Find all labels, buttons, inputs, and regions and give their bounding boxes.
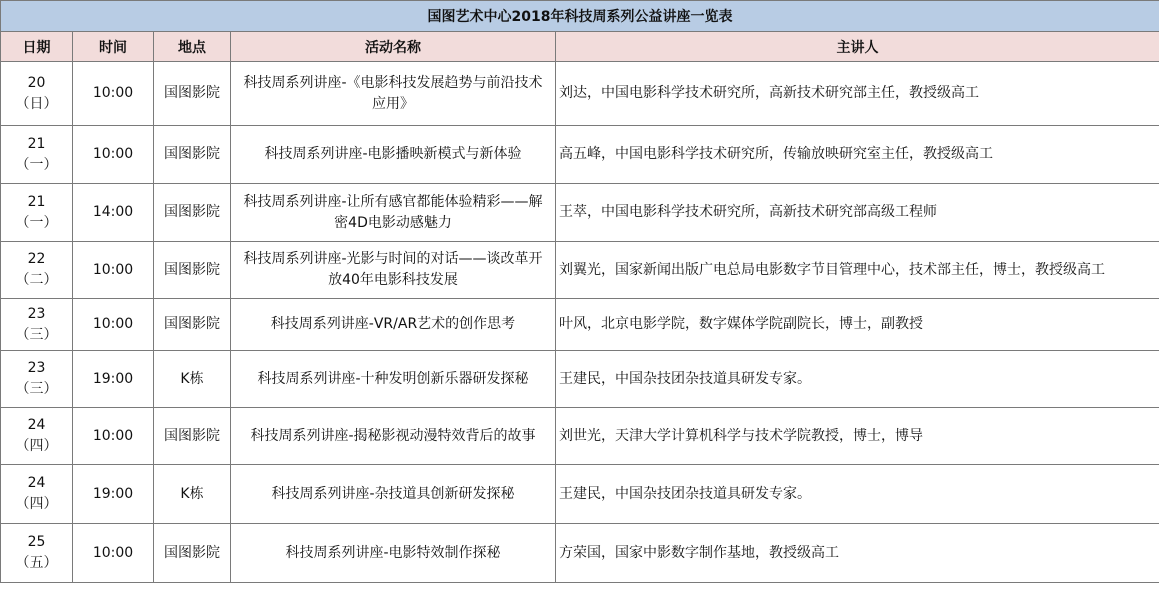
title-row — [1, 1, 1159, 32]
cell-time: 14:00 — [73, 184, 154, 242]
cell-time: 19:00 — [73, 465, 154, 524]
date-day: 21 — [27, 135, 46, 152]
cell-speaker: 高五峰，中国电影科学技术研究所，传输放映研究室主任，教授级高工 — [556, 126, 1159, 184]
header-date: 日期 — [1, 32, 73, 62]
header-row — [1, 32, 1159, 62]
cell-activity-name: 科技周系列讲座-VR/AR艺术的创作思考 — [231, 299, 556, 351]
cell-time: 19:00 — [73, 351, 154, 408]
date-weekday: （四） — [15, 438, 58, 454]
date-day: 23 — [27, 305, 46, 322]
cell-speaker: 叶风，北京电影学院，数字媒体学院副院长，博士，副教授 — [556, 299, 1159, 351]
cell-place: 国图影院 — [154, 242, 231, 299]
date-day: 23 — [27, 360, 46, 376]
cell-activity-name: 科技周系列讲座-《电影科技发展趋势与前沿技术应用》 — [231, 62, 556, 126]
date-day: 25 — [27, 534, 46, 550]
header-place: 地点 — [154, 32, 231, 62]
cell-date — [1, 126, 73, 184]
cell-place: 国图影院 — [154, 184, 231, 242]
cell-place: K栋 — [154, 465, 231, 524]
cell-date — [1, 465, 73, 524]
cell-time: 10:00 — [73, 524, 154, 583]
header-time: 时间 — [73, 32, 154, 62]
cell-time: 10:00 — [73, 408, 154, 465]
date-day: 21 — [27, 193, 46, 210]
cell-speaker: 刘达，中国电影科学技术研究所，高新技术研究部主任，教授级高工 — [556, 62, 1159, 126]
cell-speaker: 刘世光，天津大学计算机科学与技术学院教授，博士，博导 — [556, 408, 1159, 465]
cell-time: 10:00 — [73, 242, 154, 299]
cell-activity-name: 科技周系列讲座-十种发明创新乐器研发探秘 — [231, 351, 556, 408]
cell-time: 10:00 — [73, 126, 154, 184]
date-day: 22 — [27, 251, 46, 267]
cell-date — [1, 242, 73, 299]
cell-speaker: 刘翼光，国家新闻出版广电总局电影数字节目管理中心，技术部主任，博士，教授级高工 — [556, 242, 1159, 299]
cell-speaker: 王建民，中国杂技团杂技道具研发专家。 — [556, 351, 1159, 408]
header-activity-name: 活动名称 — [231, 32, 556, 62]
cell-time: 10:00 — [73, 299, 154, 351]
cell-place: 国图影院 — [154, 126, 231, 184]
table-row — [1, 524, 1159, 583]
cell-date — [1, 351, 73, 408]
cell-date — [1, 184, 73, 242]
cell-activity-name: 科技周系列讲座-电影播映新模式与新体验 — [231, 126, 556, 184]
cell-place: 国图影院 — [154, 408, 231, 465]
table-row — [1, 299, 1159, 351]
table-row — [1, 242, 1159, 299]
date-weekday: （日） — [15, 95, 58, 112]
header-speaker: 主讲人 — [556, 32, 1159, 62]
cell-time: 10:00 — [73, 62, 154, 126]
cell-place: 国图影院 — [154, 299, 231, 351]
table-row — [1, 184, 1159, 242]
table-row — [1, 408, 1159, 465]
cell-activity-name: 科技周系列讲座-杂技道具创新研发探秘 — [231, 465, 556, 524]
date-weekday: （一） — [15, 156, 58, 173]
cell-date — [1, 62, 73, 126]
date-day: 24 — [27, 475, 46, 491]
cell-activity-name: 科技周系列讲座-光影与时间的对话——谈改革开放40年电影科技发展 — [231, 242, 556, 299]
table-row — [1, 62, 1159, 126]
cell-activity-name: 科技周系列讲座-让所有感官都能体验精彩——解密4D电影动感魅力 — [231, 184, 556, 242]
date-weekday: （三） — [15, 326, 58, 343]
cell-speaker: 王建民，中国杂技团杂技道具研发专家。 — [556, 465, 1159, 524]
table-row — [1, 126, 1159, 184]
cell-place: 国图影院 — [154, 524, 231, 583]
date-day: 24 — [27, 417, 46, 433]
date-weekday: （三） — [15, 381, 58, 397]
cell-place: 国图影院 — [154, 62, 231, 126]
date-day: 20 — [27, 74, 46, 91]
date-weekday: （五） — [15, 555, 58, 571]
date-weekday: （一） — [15, 214, 58, 231]
cell-activity-name: 科技周系列讲座-揭秘影视动漫特效背后的故事 — [231, 408, 556, 465]
cell-date — [1, 299, 73, 351]
cell-date — [1, 408, 73, 465]
table-row — [1, 465, 1159, 524]
cell-activity-name: 科技周系列讲座-电影特效制作探秘 — [231, 524, 556, 583]
cell-speaker: 方荣国，国家中影数字制作基地，教授级高工 — [556, 524, 1159, 583]
cell-date — [1, 524, 73, 583]
cell-speaker: 王萃，中国电影科学技术研究所，高新技术研究部高级工程师 — [556, 184, 1159, 242]
date-weekday: （二） — [15, 272, 58, 288]
table-row — [1, 351, 1159, 408]
table-title: 国图艺术中心2018年科技周系列公益讲座一览表 — [1, 1, 1159, 32]
date-weekday: （四） — [15, 496, 58, 512]
cell-place: K栋 — [154, 351, 231, 408]
